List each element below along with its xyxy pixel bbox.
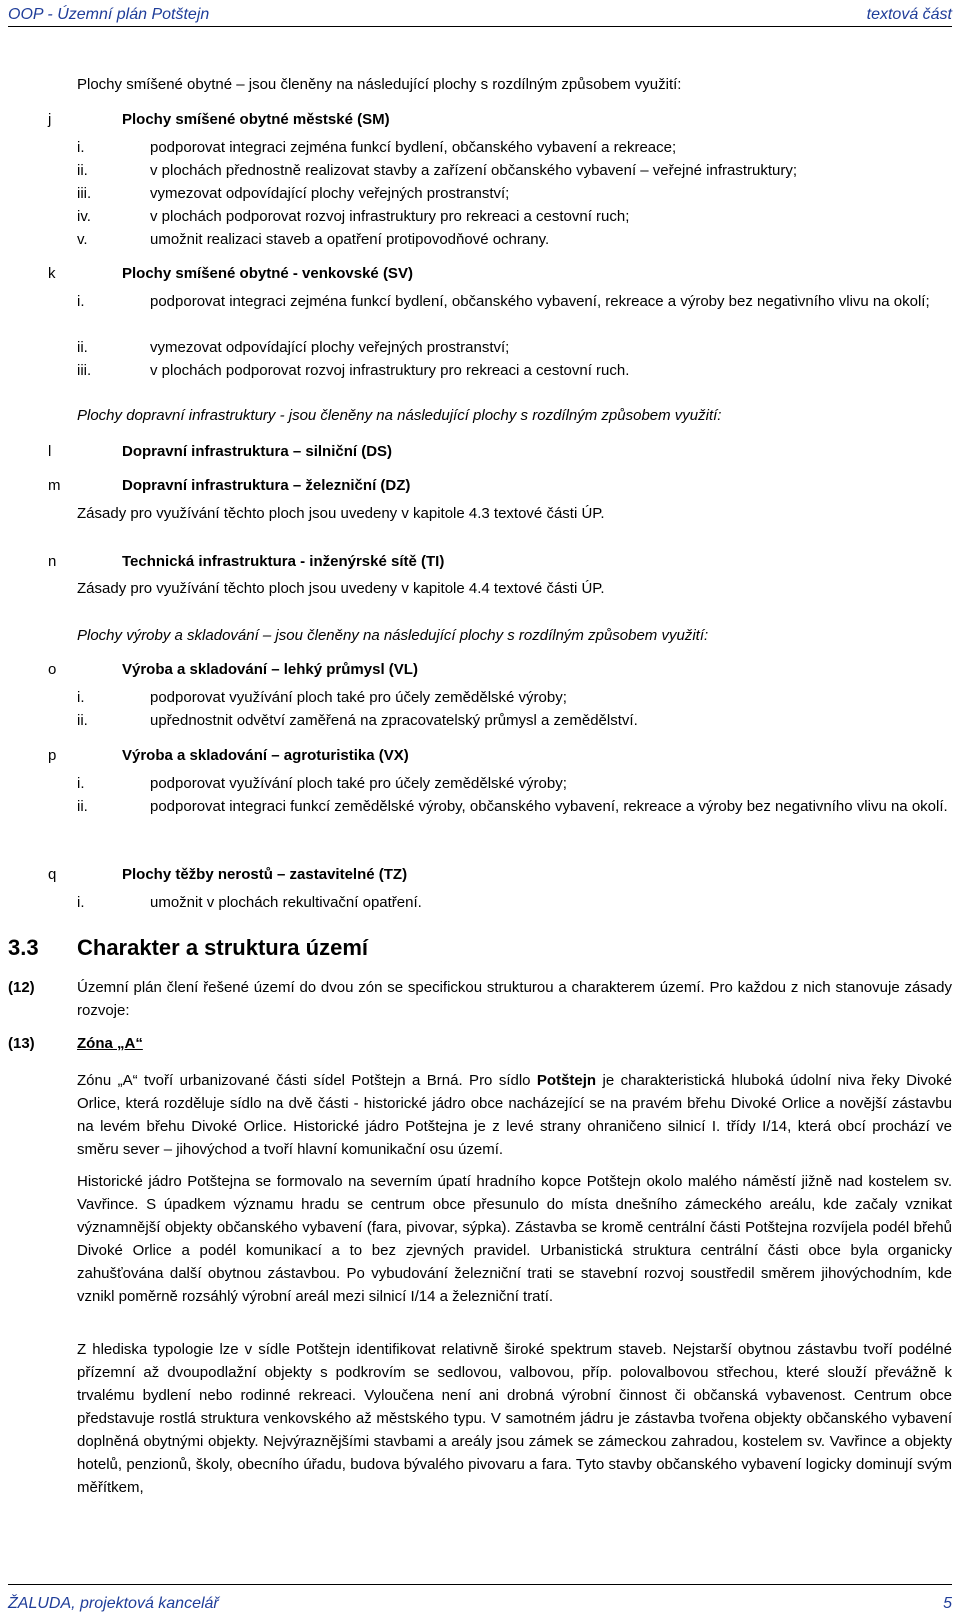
zone-a-paragraph-1 [77, 1069, 952, 1161]
paragraph-number-12: (12) [8, 979, 35, 996]
list-item-text: umožnit realizaci staveb a opatření protipovodňové ochrany. [150, 231, 550, 248]
header-doc-title: OOP - Územní plán Potštejn [8, 6, 210, 23]
header-section-name: textová část [866, 6, 952, 23]
list-item-text: podporovat integraci funkcí zemědělské výroby, občanského vybavení, rekreace a výroby bez negativního vlivu na okolí. [150, 798, 948, 815]
list-item-text: v plochách podporovat rozvoj infrastruktury pro rekreaci a cestovní ruch; [150, 208, 630, 225]
list-item-text: v plochách podporovat rozvoj infrastruktury pro rekreaci a cestovní ruch. [150, 362, 630, 379]
list-item-number: iii. [77, 185, 92, 202]
item-title-dz: Dopravní infrastruktura – železniční (DZ) [122, 477, 411, 494]
list-item-number: i. [77, 293, 85, 310]
item-letter-n: n [48, 553, 57, 570]
zone-a-paragraph-2: Historické jádro Potštejna se formovalo na severním úpatí hradního kopce Potštejn okolo malého náměstí jižně nad kostelem sv. Vavřince. S úpadkem významu hradu se centrum obce přesunulo do místa dnešního zámeckého areálu, kde začaly vznikat významnější objekty občanského vybavení (fara, pivovar, sýpka). Zástavba se kromě centrální části Potštejna rozvíjela podél břehů Divoké Orlice a podél komunikací a to bez zjevných pravidel. Urbanistická struktura centrální části obce byla organicky zahušťována další obytnou zástavbou. Po vybudování železniční trati se stavební rozvoj soustředil směrem jihovýchodním, kde vznikl poměrně rozsáhlý výrobní areál mezi silnicí I/14 a železniční tratí. [77, 1173, 952, 1305]
paragraph-text: Zónu „A“ tvoří urbanizované části sídel Potštejn a Brná. Pro sídlo [77, 1072, 537, 1089]
paragraph-number-13: (13) [8, 1035, 35, 1052]
list-item-number: ii. [77, 798, 88, 815]
list-item-number: iii. [77, 362, 92, 379]
footer-company: ŽALUDA, projektová kancelář [8, 1595, 219, 1612]
list-item-number: iv. [77, 208, 91, 225]
footer-page-number: 5 [943, 1595, 952, 1612]
list-item-number: i. [77, 139, 85, 156]
list-item-text: podporovat využívání ploch také pro účely zemědělské výroby; [150, 775, 567, 792]
item-letter-q: q [48, 866, 57, 883]
item-letter-k: k [48, 265, 56, 282]
list-item-text: v plochách přednostně realizovat stavby a zařízení občanského vybavení – veřejné infrastruktury; [150, 162, 798, 179]
zone-a-heading: Zóna „A“ [77, 1035, 143, 1052]
list-item-number: ii. [77, 712, 88, 729]
list-item-number: i. [77, 689, 85, 706]
item-letter-p: p [48, 747, 57, 764]
item-title-ds: Dopravní infrastruktura – silniční (DS) [122, 443, 393, 460]
item-title-tz: Plochy těžby nerostů – zastavitelné (TZ) [122, 866, 408, 883]
item-letter-m: m [48, 477, 61, 494]
section-heading: Charakter a struktura území [77, 935, 368, 960]
paragraph-12-text: Územní plán člení řešené území do dvou zón se specifickou strukturou a charakterem území. Pro každou z nich stanovuje zásady rozvoje: [77, 979, 952, 1019]
technicka-note: Zásady pro využívání těchto ploch jsou uvedeny v kapitole 4.4 textové části ÚP. [77, 580, 605, 597]
list-item-text: upřednostnit odvětví zaměřená na zpracovatelský průmysl a zemědělství. [150, 712, 638, 729]
item-title-ti: Technická infrastruktura - inženýrské sítě (TI) [122, 553, 445, 570]
list-item-number: ii. [77, 162, 88, 179]
list-item-text: podporovat integraci zejména funkcí bydlení, občanského vybavení, rekreace a výroby bez negativního vlivu na okolí; [150, 293, 930, 310]
item-letter-o: o [48, 661, 57, 678]
page-header [8, 0, 952, 27]
item-title-vl: Výroba a skladování – lehký průmysl (VL) [122, 661, 418, 678]
smisene-intro: Plochy smíšené obytné – jsou členěny na následující plochy s rozdílným způsobem využití: [77, 76, 682, 93]
paragraph-text: je charakteristická hluboká údolní niva řeky Divoké Orlice, která rozděluje sídlo na dvě části - historické jádro obce nacházející se na pravém břehu Divoké Orlice a novější zástavbu na levém břehu Divoké Orlice. Historické jádro Potštejna je z levé strany ohraničeno silnicí I. třídy I/14, která obcí prochází ve směru sever – jihovýchod a tvoří hlavní komunikační osu území. [77, 1072, 952, 1158]
item-title-sm: Plochy smíšené obytné městské (SM) [122, 111, 390, 128]
list-item-text: vymezovat odpovídající plochy veřejných prostranství; [150, 185, 510, 202]
list-item-number: i. [77, 894, 85, 911]
list-item-text: podporovat integraci zejména funkcí bydlení, občanského vybavení a rekreace; [150, 139, 677, 156]
list-item-number: ii. [77, 339, 88, 356]
list-item-text: vymezovat odpovídající plochy veřejných prostranství; [150, 339, 510, 356]
list-item-text: umožnit v plochách rekultivační opatření. [150, 894, 422, 911]
zone-a-paragraph-3: Z hlediska typologie lze v sídle Potštejn identifikovat relativně široké spektrum staveb. Nejstarší obytnou zástavbu tvoří podélné přízemní až dvoupodlažní objekty s podkrovím se sedlovou, valbovou, příp. polovalbovou střechou, které slouží převážně k trvalému bydlení nebo rodinné rekreaci. Vyloučena není ani drobná výrobní činnost či občanská vybavenost. Centrum obce představuje rostlá struktura venkovského až městského typu. V samotném jádru je zástavba tvořena objekty občanského vybavení doplněná obytnými objekty. Nejvýraznějšími stavbami a areály jsou zámek se zámeckou zahradou, kostelem sv. Vavřince a objekty hotelů, penzionů, školy, obecního úřadu, budova bývalého pivovaru a fara. Tyto stavby občanského vybavení logicky dominují svým měřítkem, [77, 1341, 952, 1496]
item-title-vx: Výroba a skladování – agroturistika (VX) [122, 747, 409, 764]
dopravni-intro: Plochy dopravní infrastruktury - jsou členěny na následující plochy s rozdílným způsobem využití: [77, 407, 722, 424]
item-letter-j: j [48, 111, 52, 128]
page-footer [8, 1584, 952, 1613]
list-item-number: i. [77, 775, 85, 792]
section-number: 3.3 [8, 935, 39, 960]
vyroba-intro: Plochy výroby a skladování – jsou členěny na následující plochy s rozdílným způsobem využití: [77, 627, 709, 644]
place-name-bold: Potštejn [536, 1072, 597, 1089]
dopravni-note: Zásady pro využívání těchto ploch jsou uvedeny v kapitole 4.3 textové části ÚP. [77, 505, 605, 522]
list-item-number: v. [77, 231, 88, 248]
list-item-text: podporovat využívání ploch také pro účely zemědělské výroby; [150, 689, 567, 706]
item-letter-l: l [48, 443, 52, 460]
item-title-sv: Plochy smíšené obytné - venkovské (SV) [122, 265, 413, 282]
